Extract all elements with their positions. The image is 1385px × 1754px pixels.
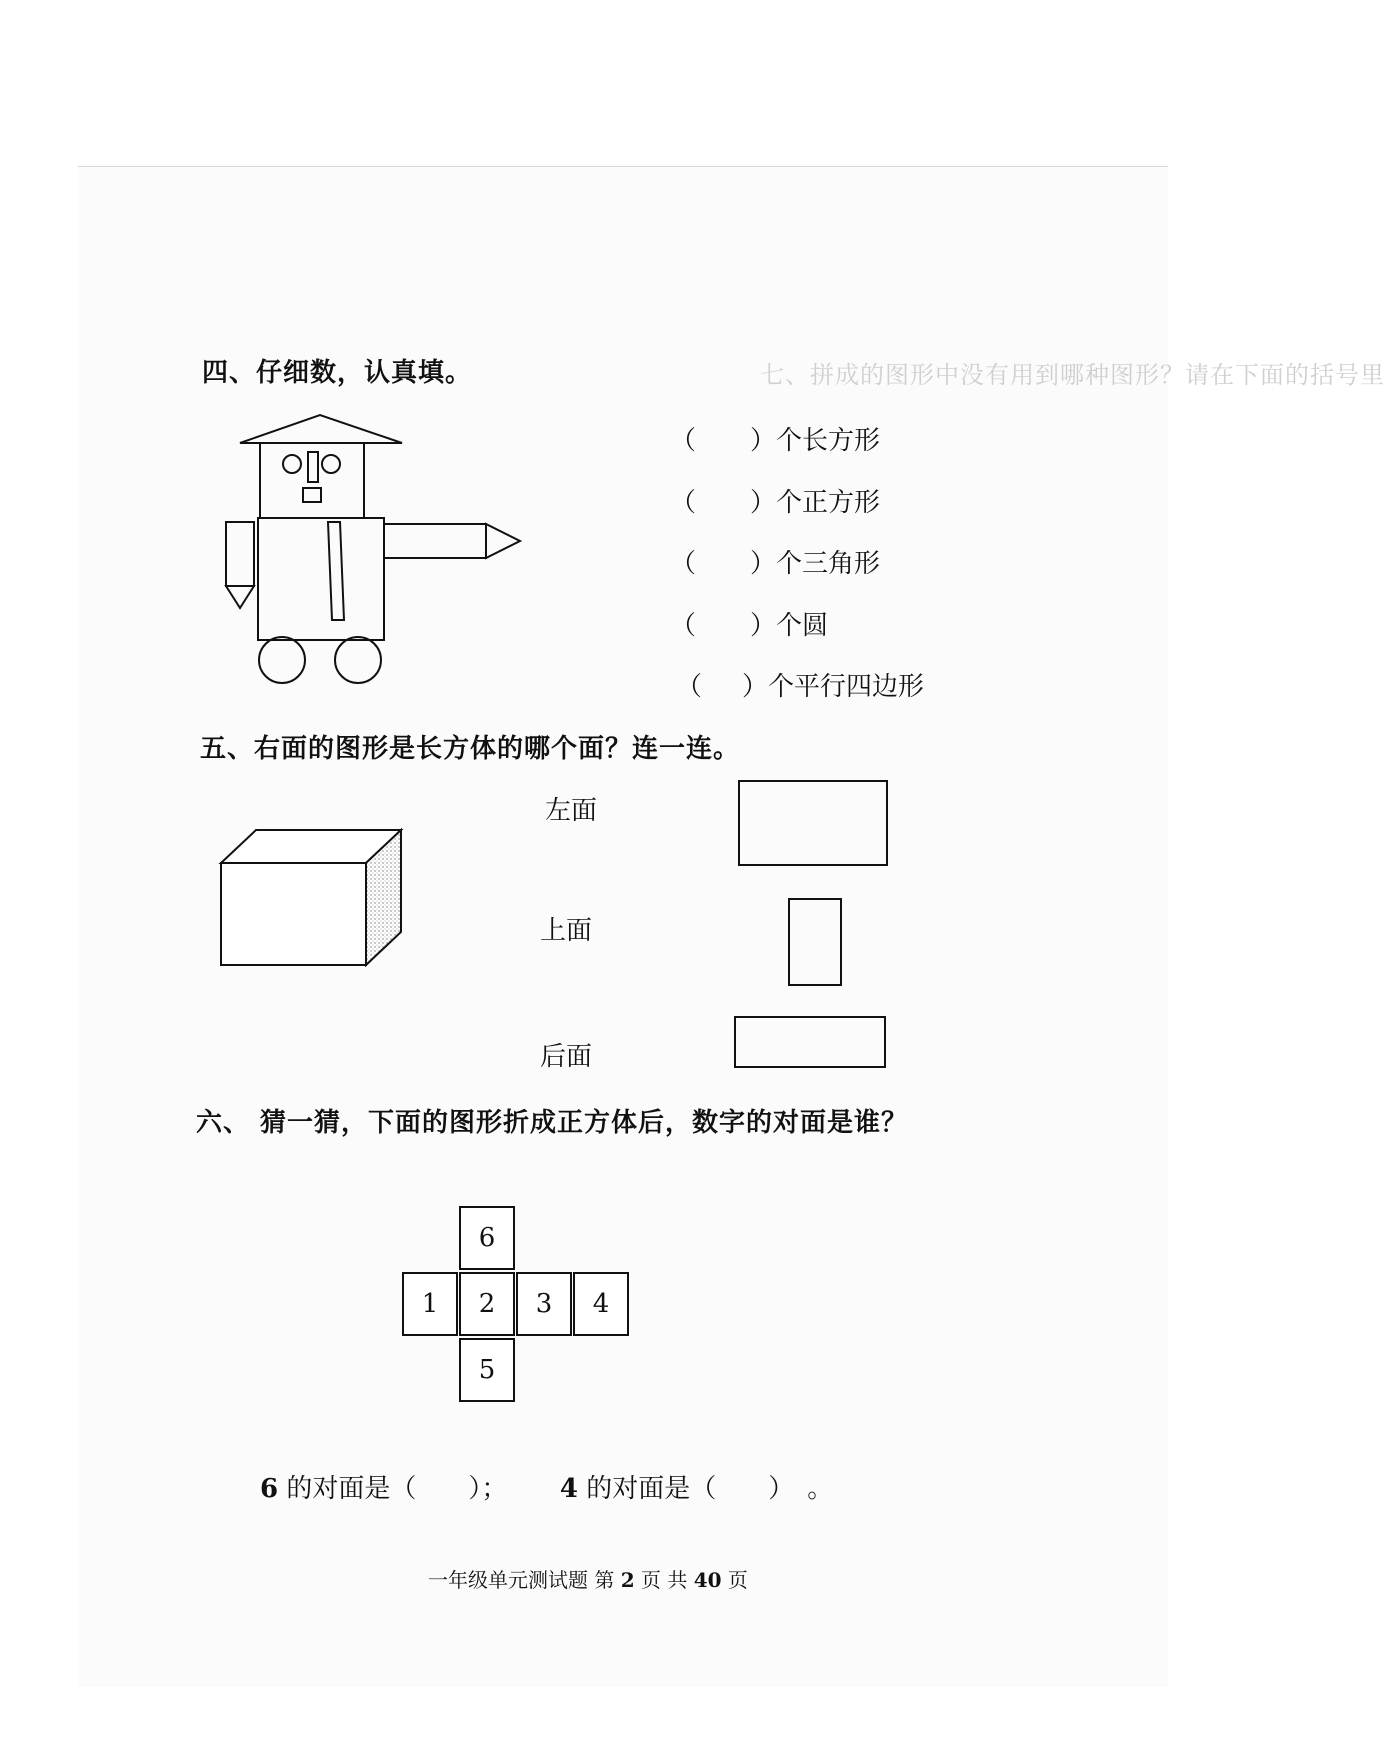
net-cell-3: 3	[516, 1272, 572, 1336]
blank-label: 个平行四边形	[768, 672, 925, 702]
face-label-back: 后面	[540, 1042, 593, 1072]
blank-label: 个圆	[776, 611, 829, 641]
blank-close: ）	[742, 672, 769, 702]
face-label-top: 上面	[540, 916, 593, 946]
footer-mid: 页 共	[641, 1568, 688, 1592]
blank-close: ）	[750, 426, 777, 456]
answer-line	[260, 1468, 833, 1505]
page-footer	[428, 1564, 748, 1593]
robot-nose	[308, 452, 318, 482]
footer-page-number: 2	[620, 1568, 635, 1592]
blank-row-rectangle	[670, 420, 880, 457]
face-label-left: 左面	[545, 796, 598, 826]
blank-open: （	[670, 426, 697, 456]
blank-row-circle	[670, 605, 828, 642]
answer-q1-number: 6	[260, 1474, 279, 1504]
net-cell-top: 6	[459, 1206, 515, 1270]
blank-close: ）	[750, 488, 777, 518]
cuboid-front-face	[221, 863, 366, 965]
net-cell-2: 2	[459, 1272, 515, 1336]
blank-open: （	[670, 549, 697, 579]
robot-figure	[220, 410, 530, 690]
answer-q1-text[interactable]: 的对面是（ ）；	[286, 1474, 508, 1504]
robot-eye-right	[322, 455, 340, 473]
blank-close: ）	[750, 611, 777, 641]
footer-end: 页	[727, 1568, 748, 1592]
face-rect-flat[interactable]	[734, 1016, 886, 1068]
answer-q2-text[interactable]: 的对面是（ ） 。	[586, 1474, 834, 1504]
robot-right-arm-tip	[486, 524, 520, 558]
section5-heading: 五、右面的图形是长方体的哪个面？连一连。	[200, 734, 741, 764]
blank-label: 个长方形	[776, 426, 881, 456]
blank-row-triangle	[670, 543, 880, 580]
answer-q2-number: 4	[559, 1474, 578, 1504]
blank-row-parallelogram	[676, 666, 924, 703]
blank-row-square	[670, 482, 880, 519]
robot-left-arm-tip	[226, 586, 254, 608]
blank-close: ）	[750, 549, 777, 579]
footer-total-pages: 40	[693, 1568, 722, 1592]
section6-heading: 六、 猜一猜，下面的图形折成正方体后，数字的对面是谁？	[196, 1108, 909, 1138]
robot-mouth	[303, 488, 321, 502]
robot-wheel-right	[335, 637, 381, 683]
robot-head	[260, 443, 364, 518]
robot-wheel-left	[259, 637, 305, 683]
net-cell-bottom: 5	[459, 1338, 515, 1402]
bleed-through-heading: 七、拼成的图形中没有用到哪种图形？请在下面的括号里	[760, 361, 1385, 389]
net-cell-1: 1	[402, 1272, 458, 1336]
robot-body	[258, 518, 384, 640]
section4-heading: 四、仔细数，认真填。	[202, 358, 473, 388]
face-rect-tall[interactable]	[788, 898, 842, 986]
robot-parallelogram	[328, 522, 344, 620]
face-rect-wide[interactable]	[738, 780, 888, 866]
net-cell-4: 4	[573, 1272, 629, 1336]
robot-right-arm	[384, 524, 486, 558]
robot-eye-left	[283, 455, 301, 473]
blank-open: （	[670, 611, 697, 641]
robot-left-arm	[226, 522, 254, 586]
blank-open: （	[670, 488, 697, 518]
footer-text: 一年级单元测试题 第	[428, 1568, 615, 1592]
cuboid-figure	[218, 826, 408, 966]
blank-open: （	[676, 672, 703, 702]
blank-label: 个正方形	[776, 488, 881, 518]
robot-hat	[240, 415, 402, 443]
blank-label: 个三角形	[776, 549, 881, 579]
